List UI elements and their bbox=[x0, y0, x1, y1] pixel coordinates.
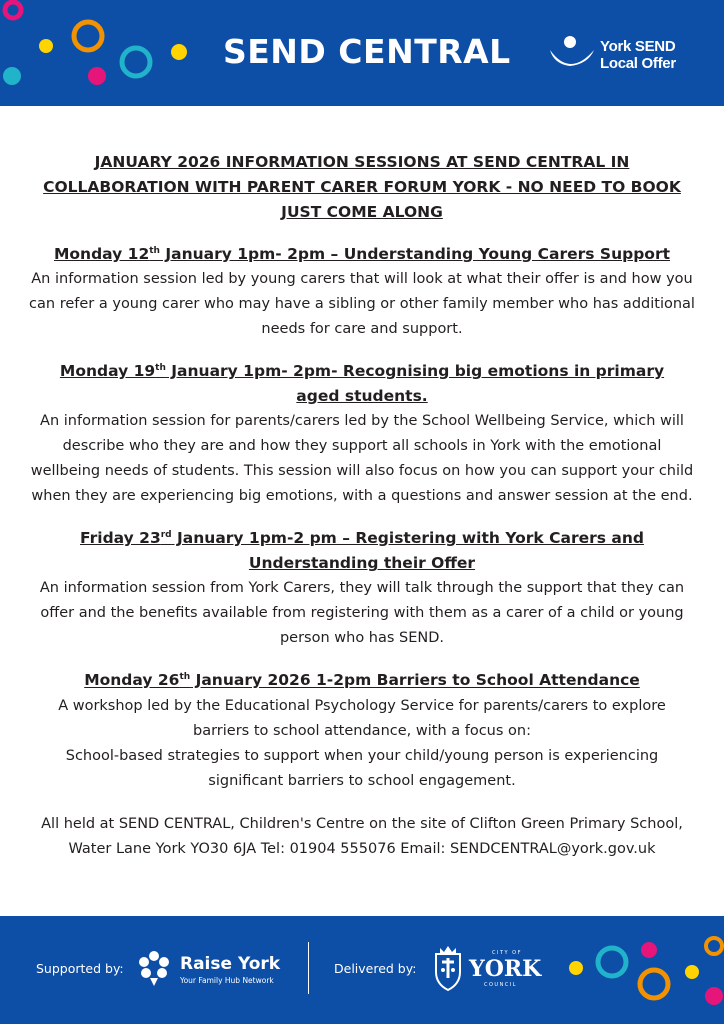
york-crest-icon bbox=[430, 944, 466, 992]
session-title bbox=[40, 665, 684, 693]
footer-banner bbox=[0, 916, 724, 1024]
session-4 bbox=[0, 665, 724, 793]
session-title bbox=[40, 356, 684, 409]
date-suffix: th bbox=[179, 672, 191, 683]
york-send-local-offer-logo bbox=[548, 34, 708, 74]
session-topic: January 2026 1-2pm Barriers to School Attendance bbox=[190, 671, 640, 690]
main-heading: JANUARY 2026 INFORMATION SESSIONS AT SEND CENTRAL IN COLLABORATION WITH PARENT CARER FORUM YORK - NO NEED TO BOOK JUST COME ALONG bbox=[43, 153, 681, 221]
session-description-extra: School-based strategies to support when your child/young person is experiencing significant barriers to school engagement. bbox=[65, 747, 659, 789]
session-description: A workshop led by the Educational Psychology Service for parents/carers to explore barriers to school attendance, with a focus on: bbox=[58, 697, 666, 739]
person-figure-icon bbox=[548, 34, 598, 74]
logo-line-2: Local Offer bbox=[600, 55, 676, 72]
session-topic: January 1pm- 2pm – Understanding Young Carers Support bbox=[159, 245, 670, 264]
session-topic: January 1pm-2 pm – Registering with York Carers and Understanding their Offer bbox=[171, 529, 644, 573]
delivered-by-label: Delivered by: bbox=[334, 961, 417, 976]
session-date: Monday 12 bbox=[53, 245, 150, 264]
decorative-circles-icon bbox=[564, 916, 724, 1024]
session-description: An information session from York Carers, they will talk through the support that they can offer and the benefits available from registering with them as a carer of a child or young person who has SEND. bbox=[39, 580, 685, 647]
raise-york-subtitle: Your Family Hub Network bbox=[180, 976, 274, 985]
york-city-of: CITY OF bbox=[492, 950, 522, 956]
session-date: Friday 23 bbox=[80, 529, 161, 548]
york-wordmark: YORK bbox=[469, 956, 542, 982]
raise-york-title: Raise York bbox=[180, 954, 281, 974]
session-description: An information session led by young carers that will look at what their offer is and how you can refer a young carer who may have a sibling or other family member who has additional needs for care and support. bbox=[29, 271, 695, 338]
logo-text bbox=[600, 38, 676, 72]
date-suffix: th bbox=[155, 363, 166, 374]
session-1 bbox=[0, 239, 724, 342]
location-line-1: All held at SEND CENTRAL, Children's Centre on the site of Clifton Green Primary School, bbox=[41, 815, 683, 832]
session-3 bbox=[0, 523, 724, 651]
session-date: Monday 26 bbox=[84, 671, 180, 690]
logo-line-1: York SEND bbox=[600, 38, 676, 55]
raise-york-flower-icon bbox=[136, 948, 172, 988]
date-suffix: th bbox=[149, 246, 160, 256]
session-title bbox=[40, 239, 684, 267]
session-date: Monday 19 bbox=[59, 362, 156, 381]
supported-by-label: Supported by: bbox=[36, 961, 124, 976]
session-description: An information session for parents/carers led by the School Wellbeing Service, which will describe who they are and how they support all schools in York with the emotional wellbeing needs of students. This session will also focus on how you can support your child when they are experiencing big emotions, with a questions and answer session at the end. bbox=[30, 413, 694, 505]
session-2 bbox=[0, 356, 724, 509]
footer-divider bbox=[308, 942, 309, 994]
session-title bbox=[40, 523, 684, 576]
decorative-circles-icon bbox=[0, 0, 200, 106]
york-council: COUNCIL bbox=[484, 982, 518, 988]
main-content bbox=[0, 150, 724, 862]
location-line-2: Water Lane York YO30 6JA Tel: 01904 555076 Email: SENDCENTRAL@york.gov.uk bbox=[68, 840, 656, 857]
session-topic: January 1pm- 2pm- Recognising big emotions in primary aged students. bbox=[165, 362, 665, 406]
date-suffix: rd bbox=[160, 530, 172, 541]
location-details bbox=[28, 812, 696, 862]
header-banner bbox=[0, 0, 724, 106]
page-title: SEND CENTRAL bbox=[223, 32, 511, 71]
